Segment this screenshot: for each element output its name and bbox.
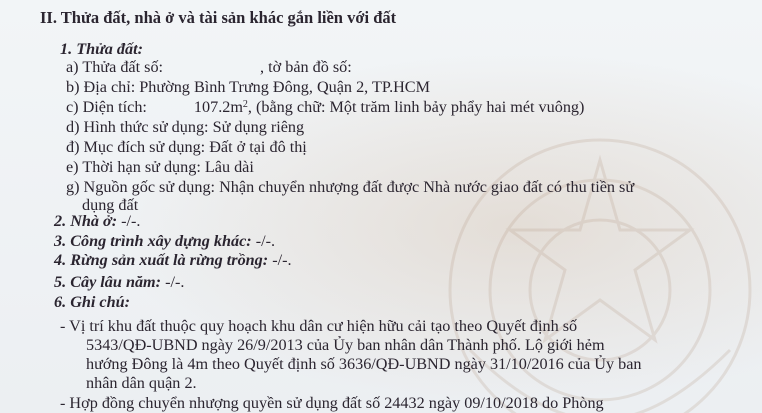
map-sheet-label: , tờ bản đồ số: [260, 58, 352, 76]
forest-row [54, 250, 292, 270]
usage-form-row [66, 117, 304, 137]
usage-origin-label: g) Nguồn gốc sử dụng: [66, 178, 216, 196]
address-row [66, 77, 430, 97]
usage-term-value: Lâu dài [204, 158, 254, 176]
construction-row [54, 231, 275, 251]
note-1-line-3: hướng Đông là 4m theo Quyết định số 3636/QĐ-UBND ngày 31/10/2016 của Ủy ban [86, 355, 642, 373]
house-label: 2. Nhà ở: [54, 212, 118, 230]
area-row [66, 97, 584, 117]
forest-label: 4. Rừng sản xuất là rừng trồng: [54, 251, 269, 269]
notes-label: 6. Ghi chú: [54, 293, 131, 311]
construction-label: 3. Công trình xây dựng khác: [54, 232, 252, 250]
usage-term-label: e) Thời hạn sử dụng: [66, 158, 201, 176]
area-label: c) Diện tích: [66, 98, 147, 116]
usage-term-row [66, 157, 254, 177]
perennial-label: 5. Cây lâu năm: [54, 273, 162, 291]
usage-origin-row [66, 177, 634, 197]
house-value: -/-. [121, 212, 141, 230]
house-row [54, 211, 140, 231]
usage-purpose-value: Đất ở tại đô thị [209, 138, 307, 156]
parcel-number-label: a) Thửa đất số: [66, 58, 164, 76]
usage-purpose-label: đ) Mục đích sử dụng: [66, 138, 206, 156]
address-label: b) Địa chỉ: [66, 78, 136, 96]
area-unit-exponent: 2 [242, 99, 248, 110]
usage-origin-value: Nhận chuyển nhượng đất được Nhà nước giao đất có thu tiền sử [219, 178, 635, 196]
area-value: 107.2m [193, 98, 243, 116]
forest-value: -/-. [272, 251, 292, 269]
section-title: II. Thửa đất, nhà ở và tài sản khác gắn liền với đất [40, 8, 397, 27]
usage-origin-continuation: dụng đất [82, 196, 139, 214]
note-1-line-2: 5343/QĐ-UBND ngày 26/9/2013 của Ủy ban nhân dân Thành phố. Lộ giới hẻm [86, 336, 605, 354]
perennial-value: -/-. [165, 273, 185, 291]
usage-purpose-row [66, 137, 307, 157]
parcel-number-row [66, 57, 352, 77]
note-1-line-4: nhân dân quận 2. [86, 374, 197, 392]
usage-form-value: Sử dụng riêng [212, 118, 305, 136]
land-heading: 1. Thửa đất: [60, 40, 143, 58]
construction-value: -/-. [255, 232, 276, 250]
address-value: Phường Bình Trưng Đông, Quận 2, TP.HCM [139, 78, 430, 96]
usage-form-label: d) Hình thức sử dụng: [66, 118, 209, 136]
area-in-words: , (bằng chữ: Một trăm linh bảy phẩy hai mét vuông) [247, 98, 585, 116]
note-2-line-1: - Hợp đồng chuyển nhượng quyền sử dụng đất số 24432 ngày 09/10/2018 do Phòng [60, 394, 604, 412]
perennial-row [54, 272, 184, 292]
note-1-line-1: - Vị trí khu đất thuộc quy hoạch khu dân cư hiện hữu cải tạo theo Quyết định số [60, 317, 578, 335]
